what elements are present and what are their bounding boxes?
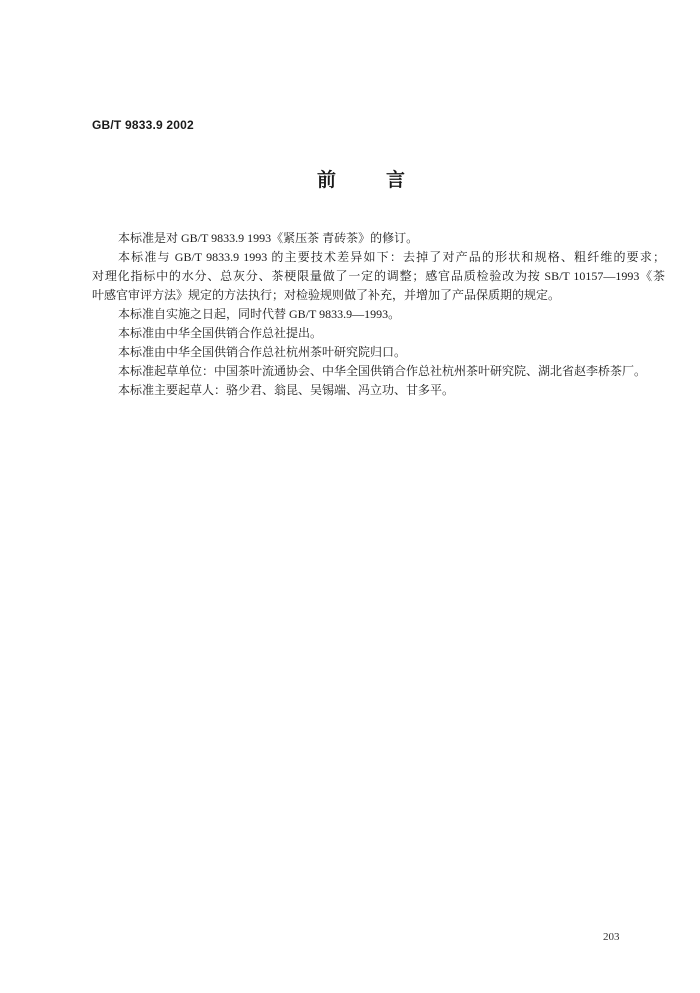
page-title-char-2: 言 (386, 170, 406, 191)
page-number: 203 (603, 931, 620, 943)
foreword-line: 本标准与 GB/T 9833.9 1993 的主要技术差异如下：去掉了对产品的形状和规格、粗纤维的要求； (118, 250, 665, 264)
standard-code-header: GB/T 9833.9 2002 (92, 118, 194, 132)
foreword-line: 本标准是对 GB/T 9833.9 1993《紧压茶 青砖茶》的修订。 (118, 231, 419, 245)
foreword-paragraph (92, 248, 665, 305)
foreword-paragraph (92, 305, 665, 324)
foreword-line: 本标准由中华全国供销合作总社杭州茶叶研究院归口。 (118, 345, 407, 359)
foreword-paragraph (92, 381, 665, 400)
foreword-paragraph (92, 229, 665, 248)
foreword-line: 本标准主要起草人：骆少君、翁昆、吴锡端、冯立功、甘多平。 (118, 383, 455, 397)
foreword-line: 对理化指标中的水分、总灰分、茶梗限量做了一定的调整；感官品质检验改为按 SB/T 10157—1993《茶 (92, 269, 665, 283)
foreword-line: 本标准起草单位：中国茶叶流通协会、中华全国供销合作总社杭州茶叶研究院、湖北省赵李桥茶厂。 (118, 364, 647, 378)
page-title-char-1: 前 (317, 170, 337, 191)
foreword-paragraph (92, 324, 665, 343)
foreword-line: 本标准由中华全国供销合作总社提出。 (118, 326, 323, 340)
foreword-line: 本标准自实施之日起，同时代替 GB/T 9833.9—1993。 (118, 307, 401, 321)
foreword-body (92, 229, 665, 400)
foreword-line: 叶感官审评方法》规定的方法执行；对检验规则做了补充，并增加了产品保质期的规定。 (92, 288, 561, 302)
foreword-paragraph (92, 343, 665, 362)
foreword-paragraph (92, 362, 665, 381)
